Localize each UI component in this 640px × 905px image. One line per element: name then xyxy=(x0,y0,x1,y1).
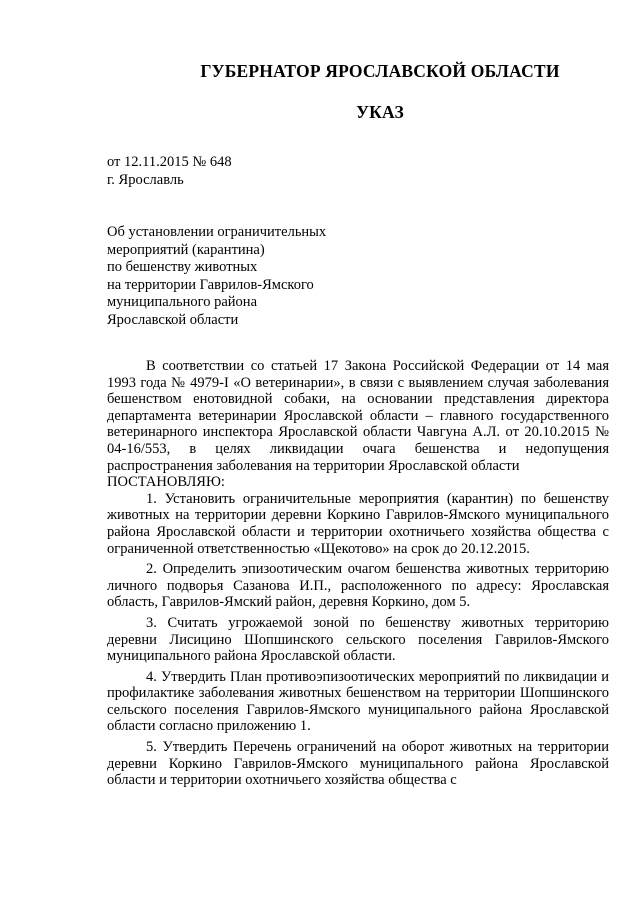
subject-line: мероприятий (карантина) xyxy=(107,241,265,258)
decree-item-4: 4. Утвердить План противоэпизоотических мероприятий по ликвидации и профилактике заболевания животных бешенством на территории Шопшинского сельского поселения Гаврилов-Ямского муниципального района Ярославской области согласно приложению 1. xyxy=(107,668,609,735)
decree-item-2: 2. Определить эпизоотическим очагом бешенства животных территорию личного подворья Сазанова И.П., расположенного по адресу: Ярославская область, Гаврилов-Ямский район, деревня Коркино, дом 5. xyxy=(107,561,609,611)
decree-date-number: от 12.11.2015 № 648 xyxy=(107,154,232,170)
decree-body xyxy=(107,358,609,789)
preamble-paragraph: В соответствии со статьей 17 Закона Российской Федерации от 14 мая 1993 года № 4979-I «О ветеринарии», в связи с выявлением случая заболевания бешенством енотовидной собаки, на основании представления директора департамента ветеринарии Ярославской области – главного государственного ветеринарного инспектора Ярославской области Чавгуна А.Л. от 20.10.2015 № 04-16/553, в целях ликвидации очага бешенства и недопущения распространения заболевания на территории Ярославской области xyxy=(107,358,609,474)
decree-subject xyxy=(107,224,326,330)
resolve-heading: ПОСТАНОВЛЯЮ: xyxy=(107,474,225,491)
decree-heading: УКАЗ xyxy=(356,102,404,122)
decree-city: г. Ярославль xyxy=(107,171,184,188)
governor-heading: ГУБЕРНАТОР ЯРОСЛАВСКОЙ ОБЛАСТИ xyxy=(200,61,560,81)
subject-line: Об установлении ограничительных xyxy=(107,224,327,240)
subject-line: по бешенству животных xyxy=(107,259,258,276)
decree-item-5: 5. Утвердить Перечень ограничений на оборот животных на территории деревни Коркино Гаврилов-Ямского муниципального района Ярославской области и территории охотничьего хозяйства общества с xyxy=(107,739,609,789)
subject-line: Ярославской области xyxy=(107,311,239,328)
decree-meta xyxy=(107,154,232,189)
decree-item-1: 1. Установить ограничительные мероприятия (карантин) по бешенству животных на территории деревни Коркино Гаврилов-Ямского муниципального района Ярославской области и территории охотничьего хозяйства общества с ограниченной ответственностью «Щекотово» на срок до 20.12.2015. xyxy=(107,490,609,557)
subject-line: муниципального района xyxy=(107,294,257,311)
decree-item-3: 3. Считать угрожаемой зоной по бешенству животных территорию деревни Лисицино Шопшинского сельского поселения Гаврилов-Ямского муниципального района Ярославской области. xyxy=(107,614,609,665)
subject-line: на территории Гаврилов-Ямского xyxy=(107,276,314,293)
